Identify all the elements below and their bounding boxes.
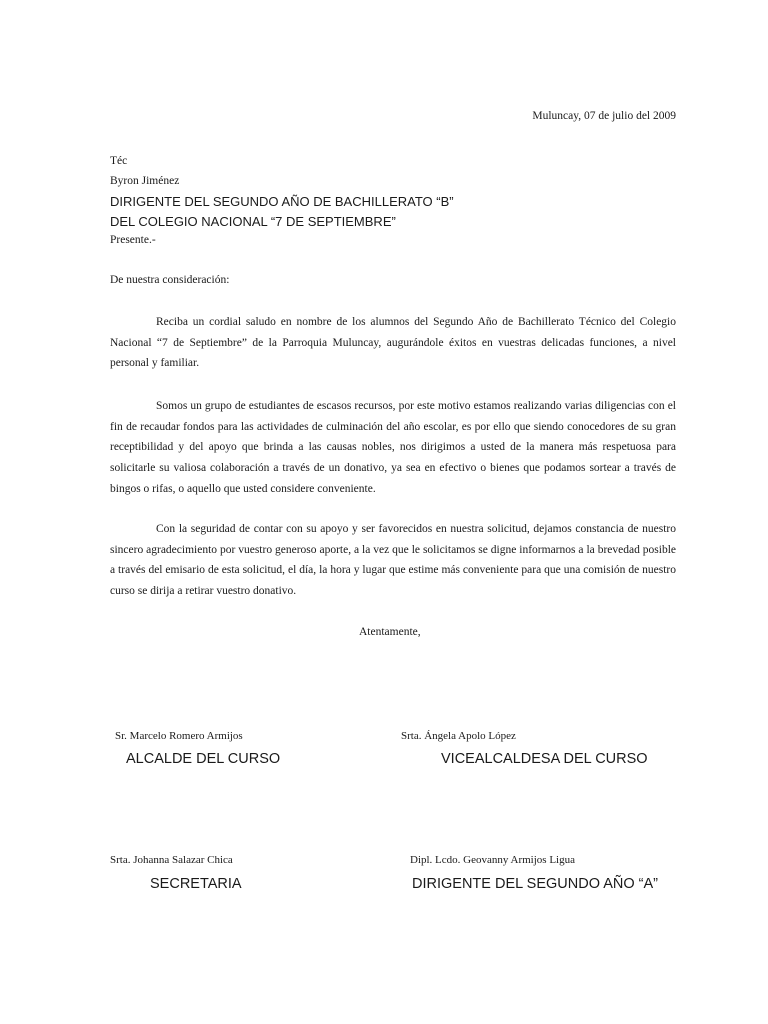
- body-paragraph-3: Con la seguridad de contar con su apoyo y ser favorecidos en nuestra solicitud, dejamos constancia de nuestro sincero agradecimiento por vuestro generoso aporte, a la vez que le solicitamos se digne informarnos a la brevedad posible a través del emisario de esta solicitud, el día, la hora y lugar que estime más conveniente para que una comisión de nuestro curso se dirija a retirar vuestro donativo.: [110, 523, 676, 598]
- recipient-title: Téc: [110, 155, 128, 167]
- signature-title-alcalde: ALCALDE DEL CURSO: [126, 751, 281, 767]
- signature-name-secretaria: Srta. Johanna Salazar Chica: [110, 854, 233, 866]
- recipient-position: DIRIGENTE DEL SEGUNDO AÑO DE BACHILLERATO “B”: [110, 194, 454, 209]
- recipient-name: Byron Jiménez: [110, 175, 180, 187]
- letter-closing: Atentamente,: [359, 626, 421, 638]
- signature-name-alcalde: Sr. Marcelo Romero Armijos: [115, 730, 243, 742]
- signature-title-dirigente: DIRIGENTE DEL SEGUNDO AÑO “A”: [412, 876, 658, 892]
- body-paragraph-1: Reciba un cordial saludo en nombre de los alumnos del Segundo Año de Bachillerato Técnico del Colegio Nacional “7 de Septiembre” de la Parroquia Muluncay, augurándole éxitos en vuestras delicadas funciones, a nivel personal y familiar.: [110, 316, 676, 370]
- letter-date: Muluncay, 07 de julio del 2009: [532, 110, 676, 122]
- body-paragraph-2: Somos un grupo de estudiantes de escasos recursos, por este motivo estamos realizando varias diligencias con el fin de recaudar fondos para las actividades de culminación del año escolar, es por ello que siendo conocedores de su gran receptibilidad y del apoyo que brinda a las causas nobles, nos dirigimos a usted de la manera más respetuosa para solicitarle su valiosa colaboración a través de un donativo, ya sea en efectivo o bienes que podamos sortear a través de bingos o rifas, o aquello que usted considere conveniente.: [110, 400, 676, 495]
- signature-name-vicealcaldesa: Srta. Ángela Apolo López: [401, 730, 516, 742]
- recipient-institution: DEL COLEGIO NACIONAL “7 DE SEPTIEMBRE”: [110, 214, 396, 229]
- recipient-presente: Presente.-: [110, 234, 156, 246]
- signature-title-secretaria: SECRETARIA: [150, 876, 242, 892]
- signature-title-vicealcaldesa: VICEALCALDESA DEL CURSO: [441, 751, 648, 767]
- signature-name-dirigente: Dipl. Lcdo. Geovanny Armijos Ligua: [410, 854, 575, 866]
- letter-greeting: De nuestra consideración:: [110, 274, 230, 286]
